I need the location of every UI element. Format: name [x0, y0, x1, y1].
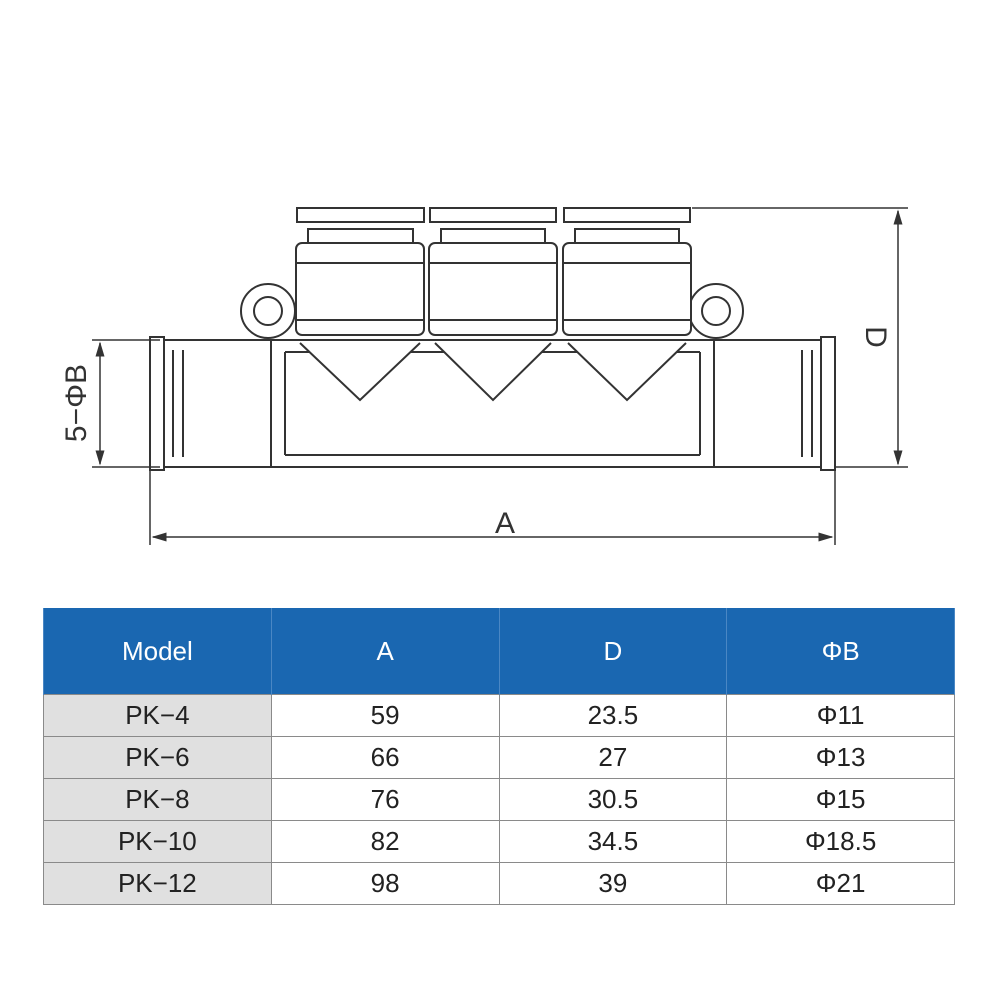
- cell-model: PK−8: [44, 779, 272, 821]
- cell-a: 59: [271, 695, 499, 737]
- table-header-row: [44, 608, 955, 695]
- cell-phib: Φ15: [727, 779, 955, 821]
- header-model: Model: [44, 608, 272, 695]
- left-end-sleeve: [163, 340, 271, 467]
- cell-phib: Φ21: [727, 863, 955, 905]
- left-mount-hole: [254, 297, 282, 325]
- right-end-sleeve: [714, 340, 822, 467]
- table-row: [44, 779, 955, 821]
- table-row: [44, 737, 955, 779]
- cell-a: 82: [271, 821, 499, 863]
- right-end-collet: [821, 337, 835, 470]
- header-d: D: [499, 608, 727, 695]
- port-dim-label: 5−ΦB: [60, 363, 93, 443]
- table-row: [44, 695, 955, 737]
- cell-a: 76: [271, 779, 499, 821]
- cell-d: 23.5: [499, 695, 727, 737]
- cell-model: PK−12: [44, 863, 272, 905]
- length-dim-label: A: [494, 507, 516, 540]
- cell-model: PK−4: [44, 695, 272, 737]
- header-phib: ΦB: [727, 608, 955, 695]
- cell-d: 34.5: [499, 821, 727, 863]
- cell-a: 66: [271, 737, 499, 779]
- cell-a: 98: [271, 863, 499, 905]
- cell-d: 30.5: [499, 779, 727, 821]
- table-row: [44, 863, 955, 905]
- cell-model: PK−6: [44, 737, 272, 779]
- header-a: A: [271, 608, 499, 695]
- height-dim-label: D: [859, 326, 892, 348]
- cell-phib: Φ11: [727, 695, 955, 737]
- cell-d: 39: [499, 863, 727, 905]
- cell-phib: Φ13: [727, 737, 955, 779]
- spec-table: [43, 608, 955, 905]
- cell-d: 27: [499, 737, 727, 779]
- right-mount-hole: [702, 297, 730, 325]
- cell-model: PK−10: [44, 821, 272, 863]
- left-end-collet: [150, 337, 164, 470]
- cell-phib: Φ18.5: [727, 821, 955, 863]
- table-row: [44, 821, 955, 863]
